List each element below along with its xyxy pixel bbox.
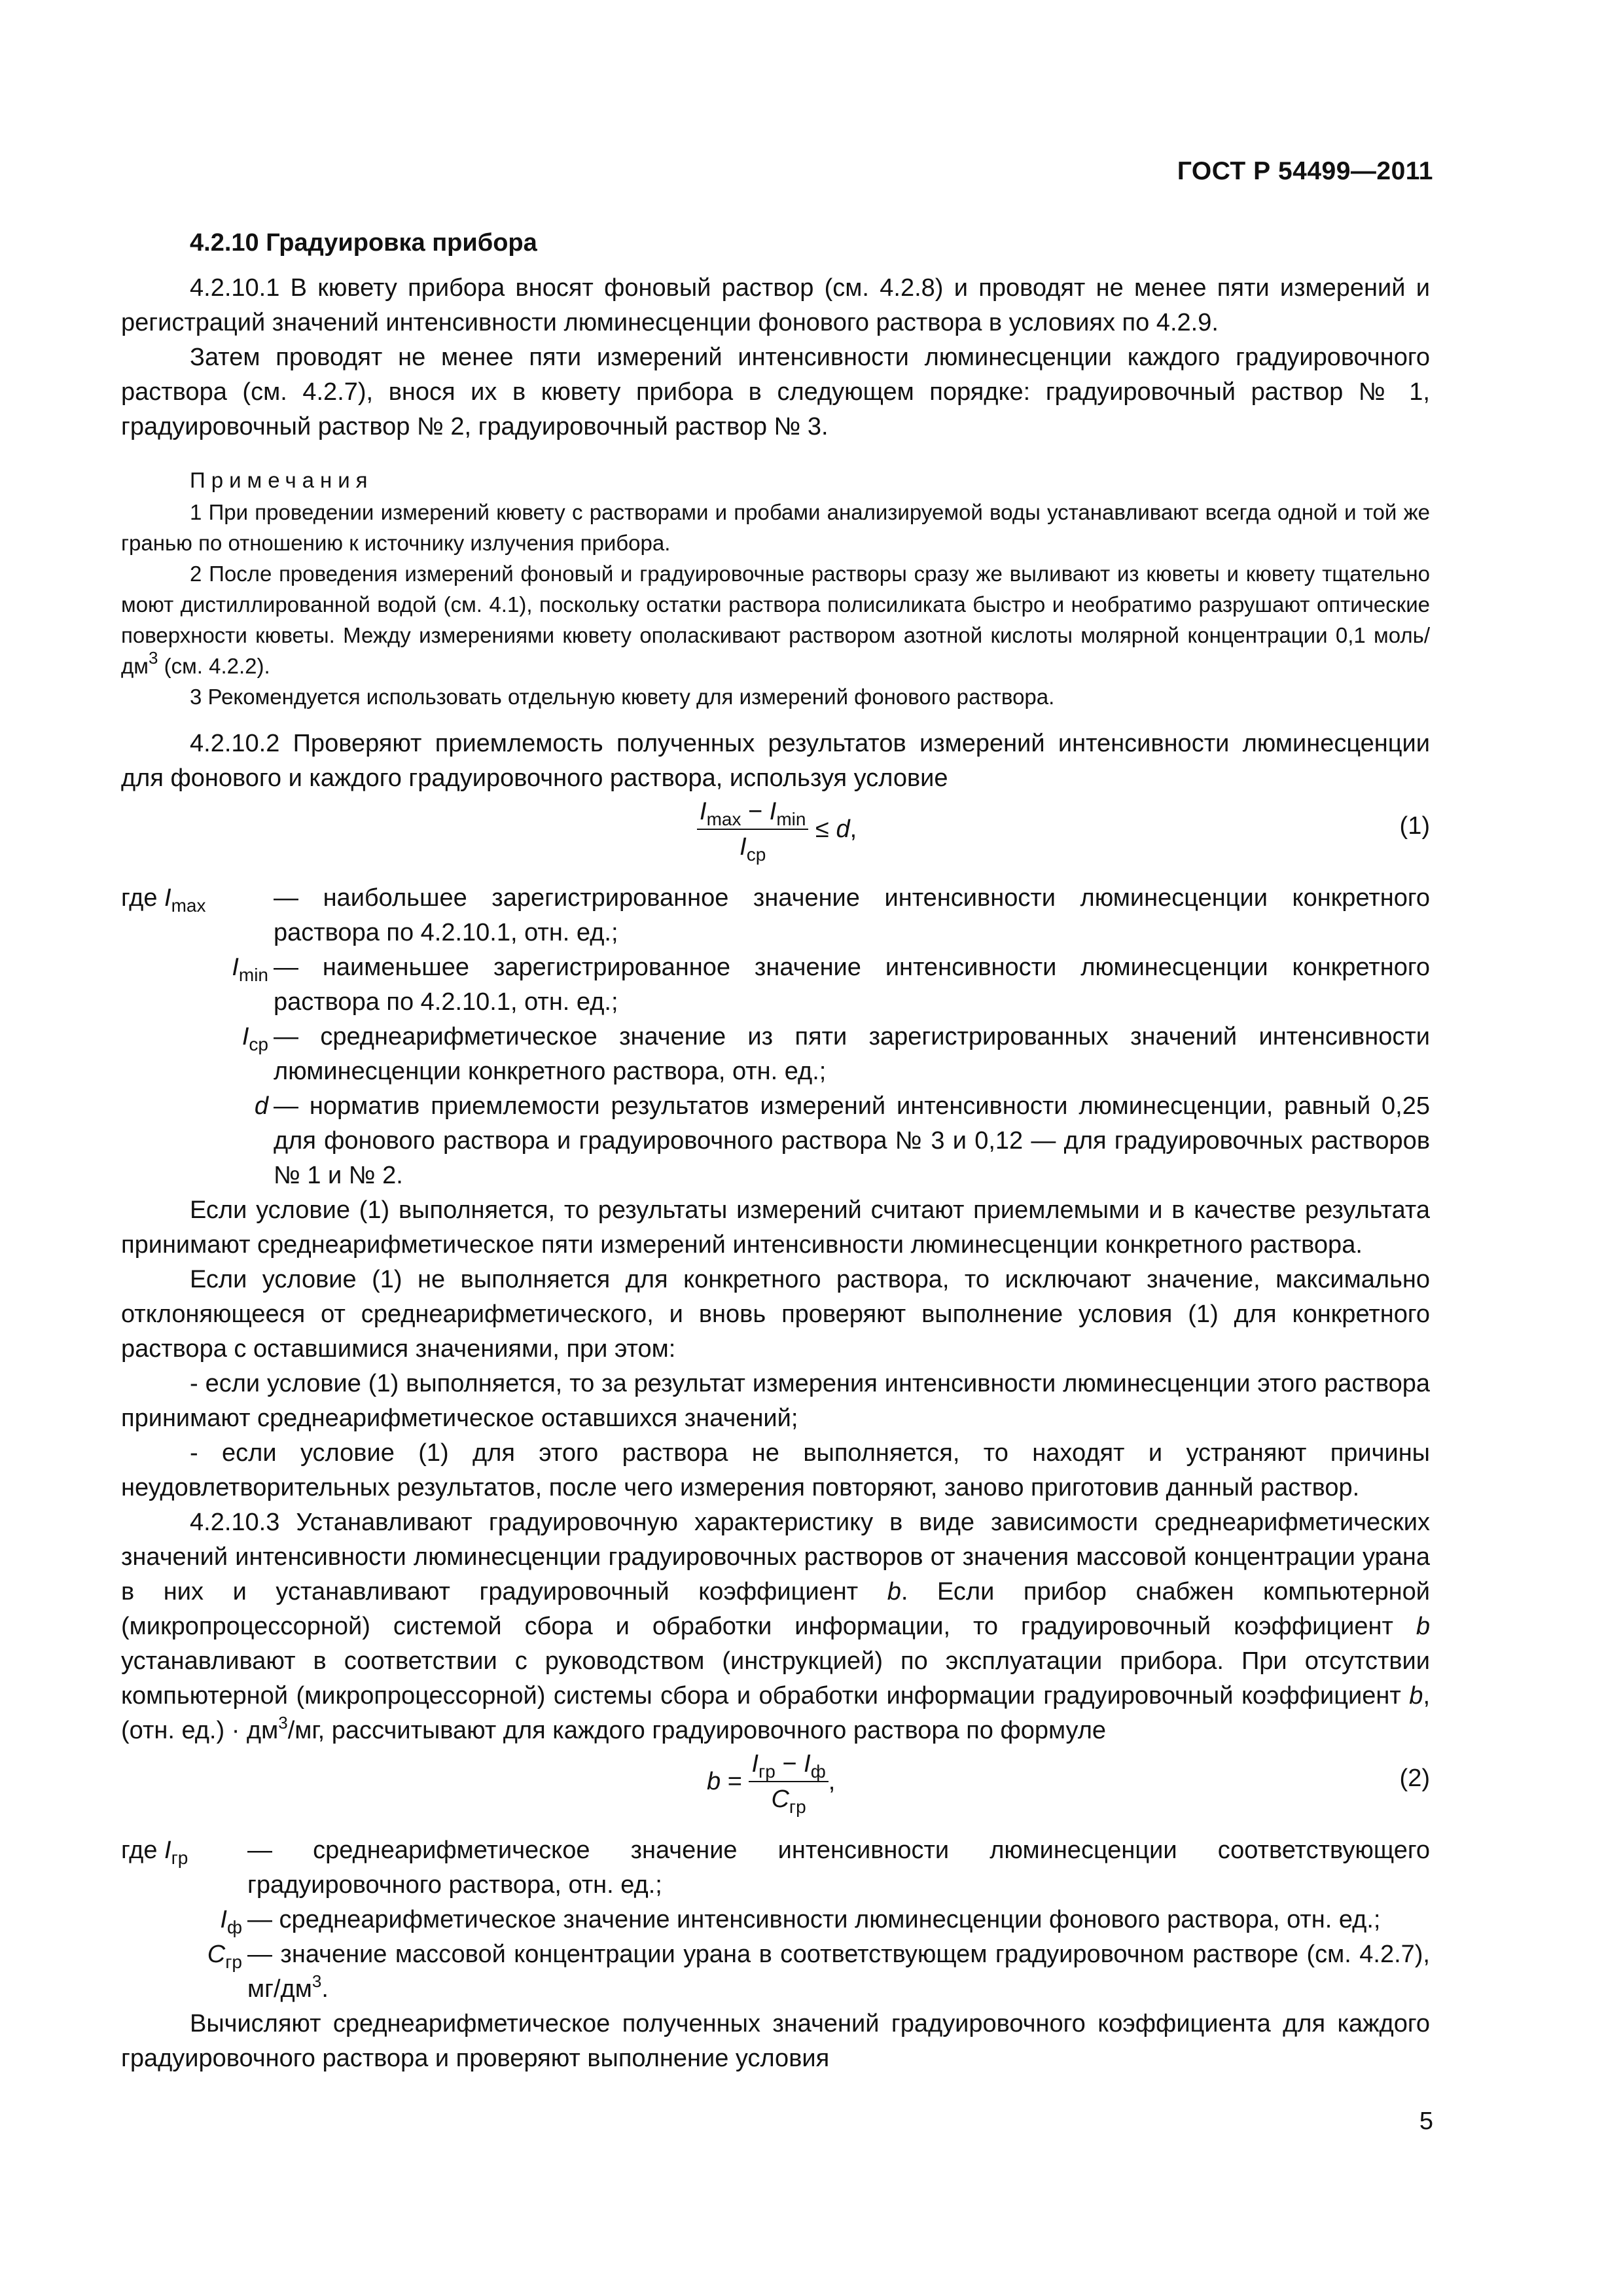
formula-1-number: (1) bbox=[1399, 812, 1430, 840]
page-number: 5 bbox=[1419, 2108, 1433, 2135]
list-item: - если условие (1) выполняется, то за результат измерения интенсивности люминесценции этого раствора принимают среднеарифметическое оставшихся значений; bbox=[121, 1370, 1430, 1432]
definitions-2 bbox=[121, 1833, 1430, 2007]
fraction bbox=[749, 1748, 828, 1815]
formula-2 bbox=[121, 1748, 1430, 1833]
definition-row: d — норматив приемлемости результатов измерений интенсивности люминесценции, равный 0,25 для фонового раствора и градуировочного раствора № 3 и 0,12 — для градуировочных растворов № 1 и № 2. bbox=[254, 1092, 1430, 1189]
paragraph: 4.2.10.1 В кювету прибора вносят фоновый раствор (см. 4.2.8) и проводят не менее пяти измерений и регистраций значений интенсивности люминесценции фонового раствора в условиях по 4.2.9. bbox=[121, 274, 1430, 336]
definitions-1 bbox=[121, 881, 1430, 1193]
note-2 bbox=[121, 558, 1430, 681]
note-2-text: 2 После проведения измерений фоновый и градуировочные растворы сразу же выливают из кюветы и кювету тщательно моют дистиллированной водой (см. 4.1), поскольку остатки раствора полисиликата быстро и необратимо разрушают оптические поверхности кюветы. Между измерениями кювету ополаскивают раствором азотной кислоты молярной концентрации 0,1 моль/дм bbox=[121, 562, 1430, 678]
formula-1-body: $\frac{I_{max} - I_{min}}{I_{ср}}$ ≤ d , bbox=[697, 796, 857, 863]
paragraph: Если условие (1) выполняется, то результаты измерений считают приемлемыми и в качестве результата принимают среднеарифметическое пяти измерений интенсивности люминесценции конкретного раствора. bbox=[121, 1196, 1430, 1259]
definition-row: $C_{гр}$ — значение массовой концентрации урана в соответствующем градуировочном растворе (см. 4.2.7), $мг/дм^3$. bbox=[207, 1941, 1430, 2003]
formula-2-body: b = $\frac{I_{гр} - I_ф}{C_{гр}}$ , bbox=[707, 1748, 835, 1815]
definition-row: $I_{min}$ — наименьшее зарегистрированное значение интенсивности люминесценции конкретного раствора по 4.2.10.1, отн. ед.; bbox=[232, 954, 1430, 1016]
fraction-denominator: $C_{гр}$ bbox=[771, 1785, 806, 1817]
fraction-numerator: $I_{гр} - I_ф$ bbox=[749, 1748, 828, 1782]
paragraph: 4.2.10.2 Проверяют приемлемость полученных результатов измерений интенсивности люминесценции для фонового и каждого градуировочного раствора, используя условие bbox=[121, 730, 1430, 792]
paragraph: Вычисляют среднеарифметическое полученных значений градуировочного коэффициента для каждого градуировочного раствора и проверяют выполнение условия bbox=[121, 2010, 1430, 2072]
section-heading: 4.2.10 Градуировка прибора bbox=[190, 229, 537, 257]
paragraph: Если условие (1) не выполняется для конкретного раствора, то исключают значение, максимально отклоняющееся от среднеарифметического, и вновь проверяют выполнение условия (1) для конкретного раствора с оставшимися значениями, при этом: bbox=[121, 1266, 1430, 1363]
fraction bbox=[697, 796, 808, 863]
list-item: - если условие (1) для этого раствора не выполняется, то находят и устраняют причины неудовлетворительных результатов, после чего измерения повторяют, заново приготовив данный раствор. bbox=[121, 1439, 1430, 1501]
note-3: 3 Рекомендуется использовать отдельную кювету для измерений фонового раствора. bbox=[190, 685, 1055, 709]
document-id-header: ГОСТ Р 54499—2011 bbox=[1177, 157, 1433, 185]
fraction-numerator: $I_{max} - I_{min}$ bbox=[697, 796, 808, 830]
notes-title: Примечания bbox=[190, 468, 374, 492]
definition-row: где $I_{max}$ — наибольшее зарегистрированное значение интенсивности люминесценции конкретного раствора по 4.2.10.1, отн. ед.; bbox=[121, 884, 1430, 946]
paragraph: Затем проводят не менее пяти измерений интенсивности люминесценции каждого градуировочного раствора (см. 4.2.7), внося их в кювету прибора в следующем порядке: градуировочный раствор № 1, градуировочный раствор № 2, градуировочный раствор № 3. bbox=[121, 344, 1430, 440]
definition-row: $I_ф$ — среднеарифметическое значение интенсивности люминесценции фонового раствора, отн. ед.; bbox=[220, 1906, 1381, 1937]
formula-2-number: (2) bbox=[1399, 1765, 1430, 1792]
note-2-superscript: 3 bbox=[148, 648, 158, 668]
definition-row: $I_{ср}$ — среднеарифметическое значение из пяти зарегистрированных значений интенсивности люминесценции конкретного раствора, отн. ед.; bbox=[241, 1023, 1430, 1085]
definition-row: где $I_{гр}$ — среднеарифметическое значение интенсивности люминесценции соответствующего градуировочного раствора, отн. ед.; bbox=[121, 1837, 1430, 1899]
note-1: 1 При проведении измерений кювету с растворами и пробами анализируемой воды устанавливают всегда одной и той же гранью по отношению к источнику излучения прибора. bbox=[121, 500, 1430, 555]
page-content bbox=[121, 226, 1430, 2076]
paragraph: 4.2.10.3 Устанавливают градуировочную характеристику в виде зависимости среднеарифметических значений интенсивности люминесценции градуировочных растворов от значения массовой концентрации урана в них и устанавливают градуировочный коэффициент b. Если прибор снабжен компьютерной (микропроцессорной) системой сбора и обработки информации, то градуировочный коэффициент b устанавливают в соответствии с руководством (инструкцией) по эксплуатации прибора. При отсутствии компьютерной (микропроцессорной) системы сбора и обработки информации градуировочный коэффициент b, (отн. $ед.) \cdot дм^3/мг$, рассчитывают для каждого градуировочного раствора по формуле bbox=[121, 1509, 1431, 1744]
fraction-denominator: $I_{ср}$ bbox=[740, 833, 766, 865]
formula-1 bbox=[121, 796, 1430, 881]
note-2-end: (см. 4.2.2). bbox=[158, 654, 270, 678]
